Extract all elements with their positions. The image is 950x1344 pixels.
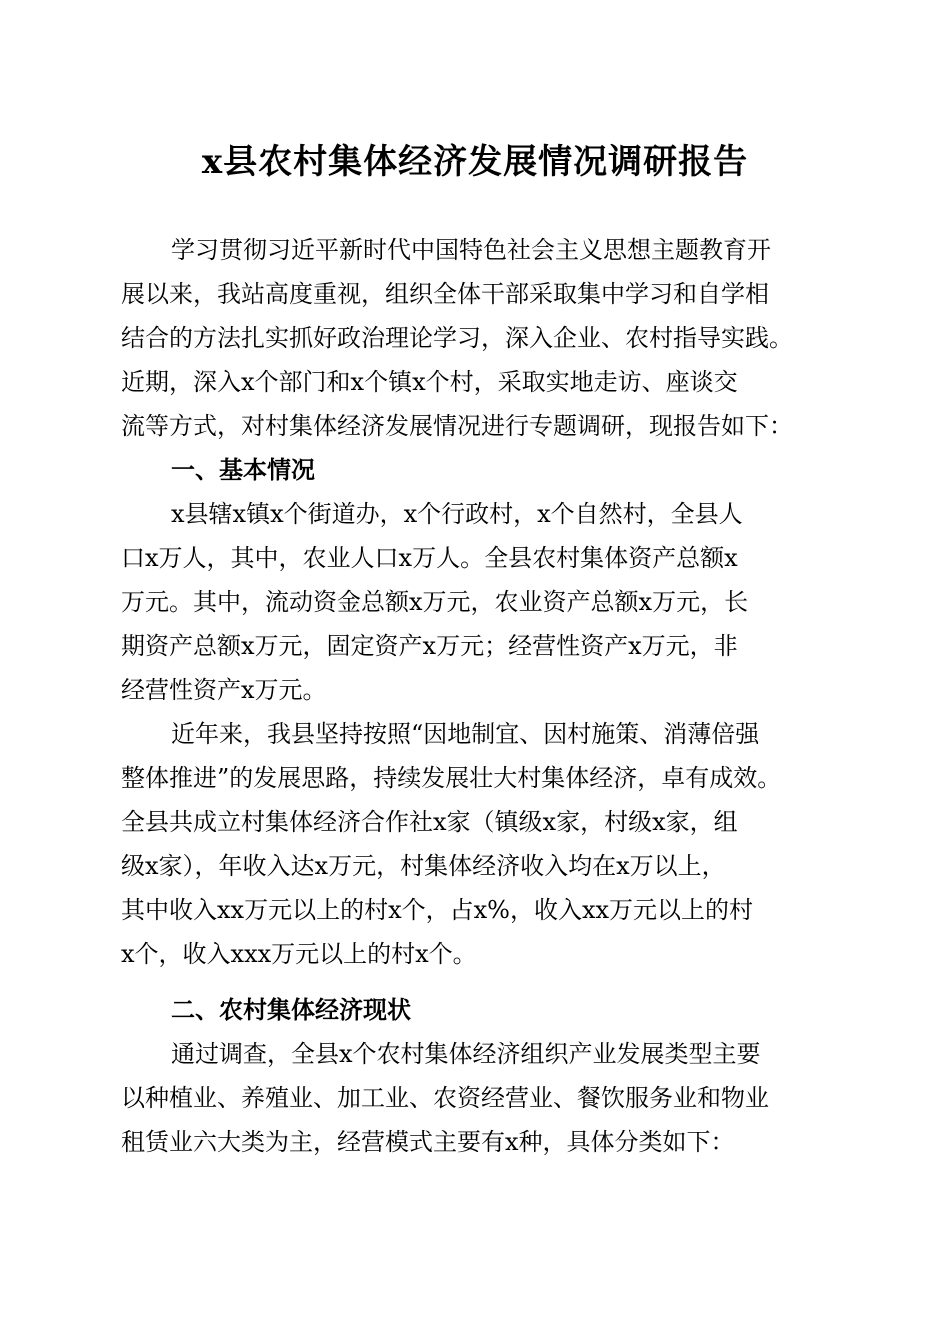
paragraph-line: 通过调查，全县x个农村集体经济组织产业发展类型主要	[171, 1040, 761, 1068]
paragraph-line: 经营性资产x万元。	[121, 676, 327, 704]
paragraph-line: 其中收入xx万元以上的村x个，占x%，收入xx万元以上的村	[121, 896, 754, 924]
spacer	[121, 976, 834, 988]
paragraph-line: 期资产总额x万元，固定资产x万元；经营性资产x万元，非	[121, 632, 738, 660]
document-body	[121, 228, 834, 1164]
paragraph-line: 展以来，我站高度重视，组织全体干部采取集中学习和自学相	[121, 280, 769, 308]
paragraph-line: x个，收入xxx万元以上的村x个。	[121, 940, 477, 968]
section-heading-basic-situation: 一、基本情况	[171, 456, 315, 484]
paragraph-basic-data	[121, 492, 834, 712]
paragraph-line: 以种植业、养殖业、加工业、农资经营业、餐饮服务业和物业	[121, 1084, 769, 1112]
paragraph-line: 万元。其中，流动资金总额x万元，农业资产总额x万元，长	[121, 588, 749, 616]
paragraph-line: 全县共成立村集体经济合作社x家（镇级x家，村级x家，组	[121, 808, 738, 836]
paragraph-line: 级x家），年收入达x万元，村集体经济收入均在x万以上，	[121, 852, 726, 880]
paragraph-line: 近年来，我县坚持按照“因地制宜、因村施策、消薄倍强	[171, 720, 760, 748]
paragraph-line: 口x万人，其中，农业人口x万人。全县农村集体资产总额x	[121, 544, 738, 572]
paragraph-line: x县辖x镇x个街道办，x个行政村，x个自然村，全县人	[171, 500, 743, 528]
paragraph-line: 结合的方法扎实抓好政治理论学习，深入企业、农村指导实践。	[121, 324, 793, 352]
paragraph-survey	[121, 1032, 834, 1164]
paragraph-line: 学习贯彻习近平新时代中国特色社会主义思想主题教育开	[171, 236, 771, 264]
paragraph-line: 近期，深入x个部门和x个镇x个村，采取实地走访、座谈交	[121, 368, 738, 396]
paragraph-intro	[121, 228, 834, 448]
paragraph-line: 整体推进”的发展思路，持续发展壮大村集体经济，卓有成效。	[121, 764, 782, 792]
paragraph-recent-years	[121, 712, 834, 976]
section-heading-current-status: 二、农村集体经济现状	[171, 996, 411, 1024]
paragraph-line: 租赁业六大类为主，经营模式主要有x种，具体分类如下：	[121, 1128, 735, 1156]
paragraph-line: 流等方式，对村集体经济发展情况进行专题调研，现报告如下：	[121, 412, 793, 440]
document-title: x县农村集体经济发展情况调研报告	[201, 142, 749, 182]
